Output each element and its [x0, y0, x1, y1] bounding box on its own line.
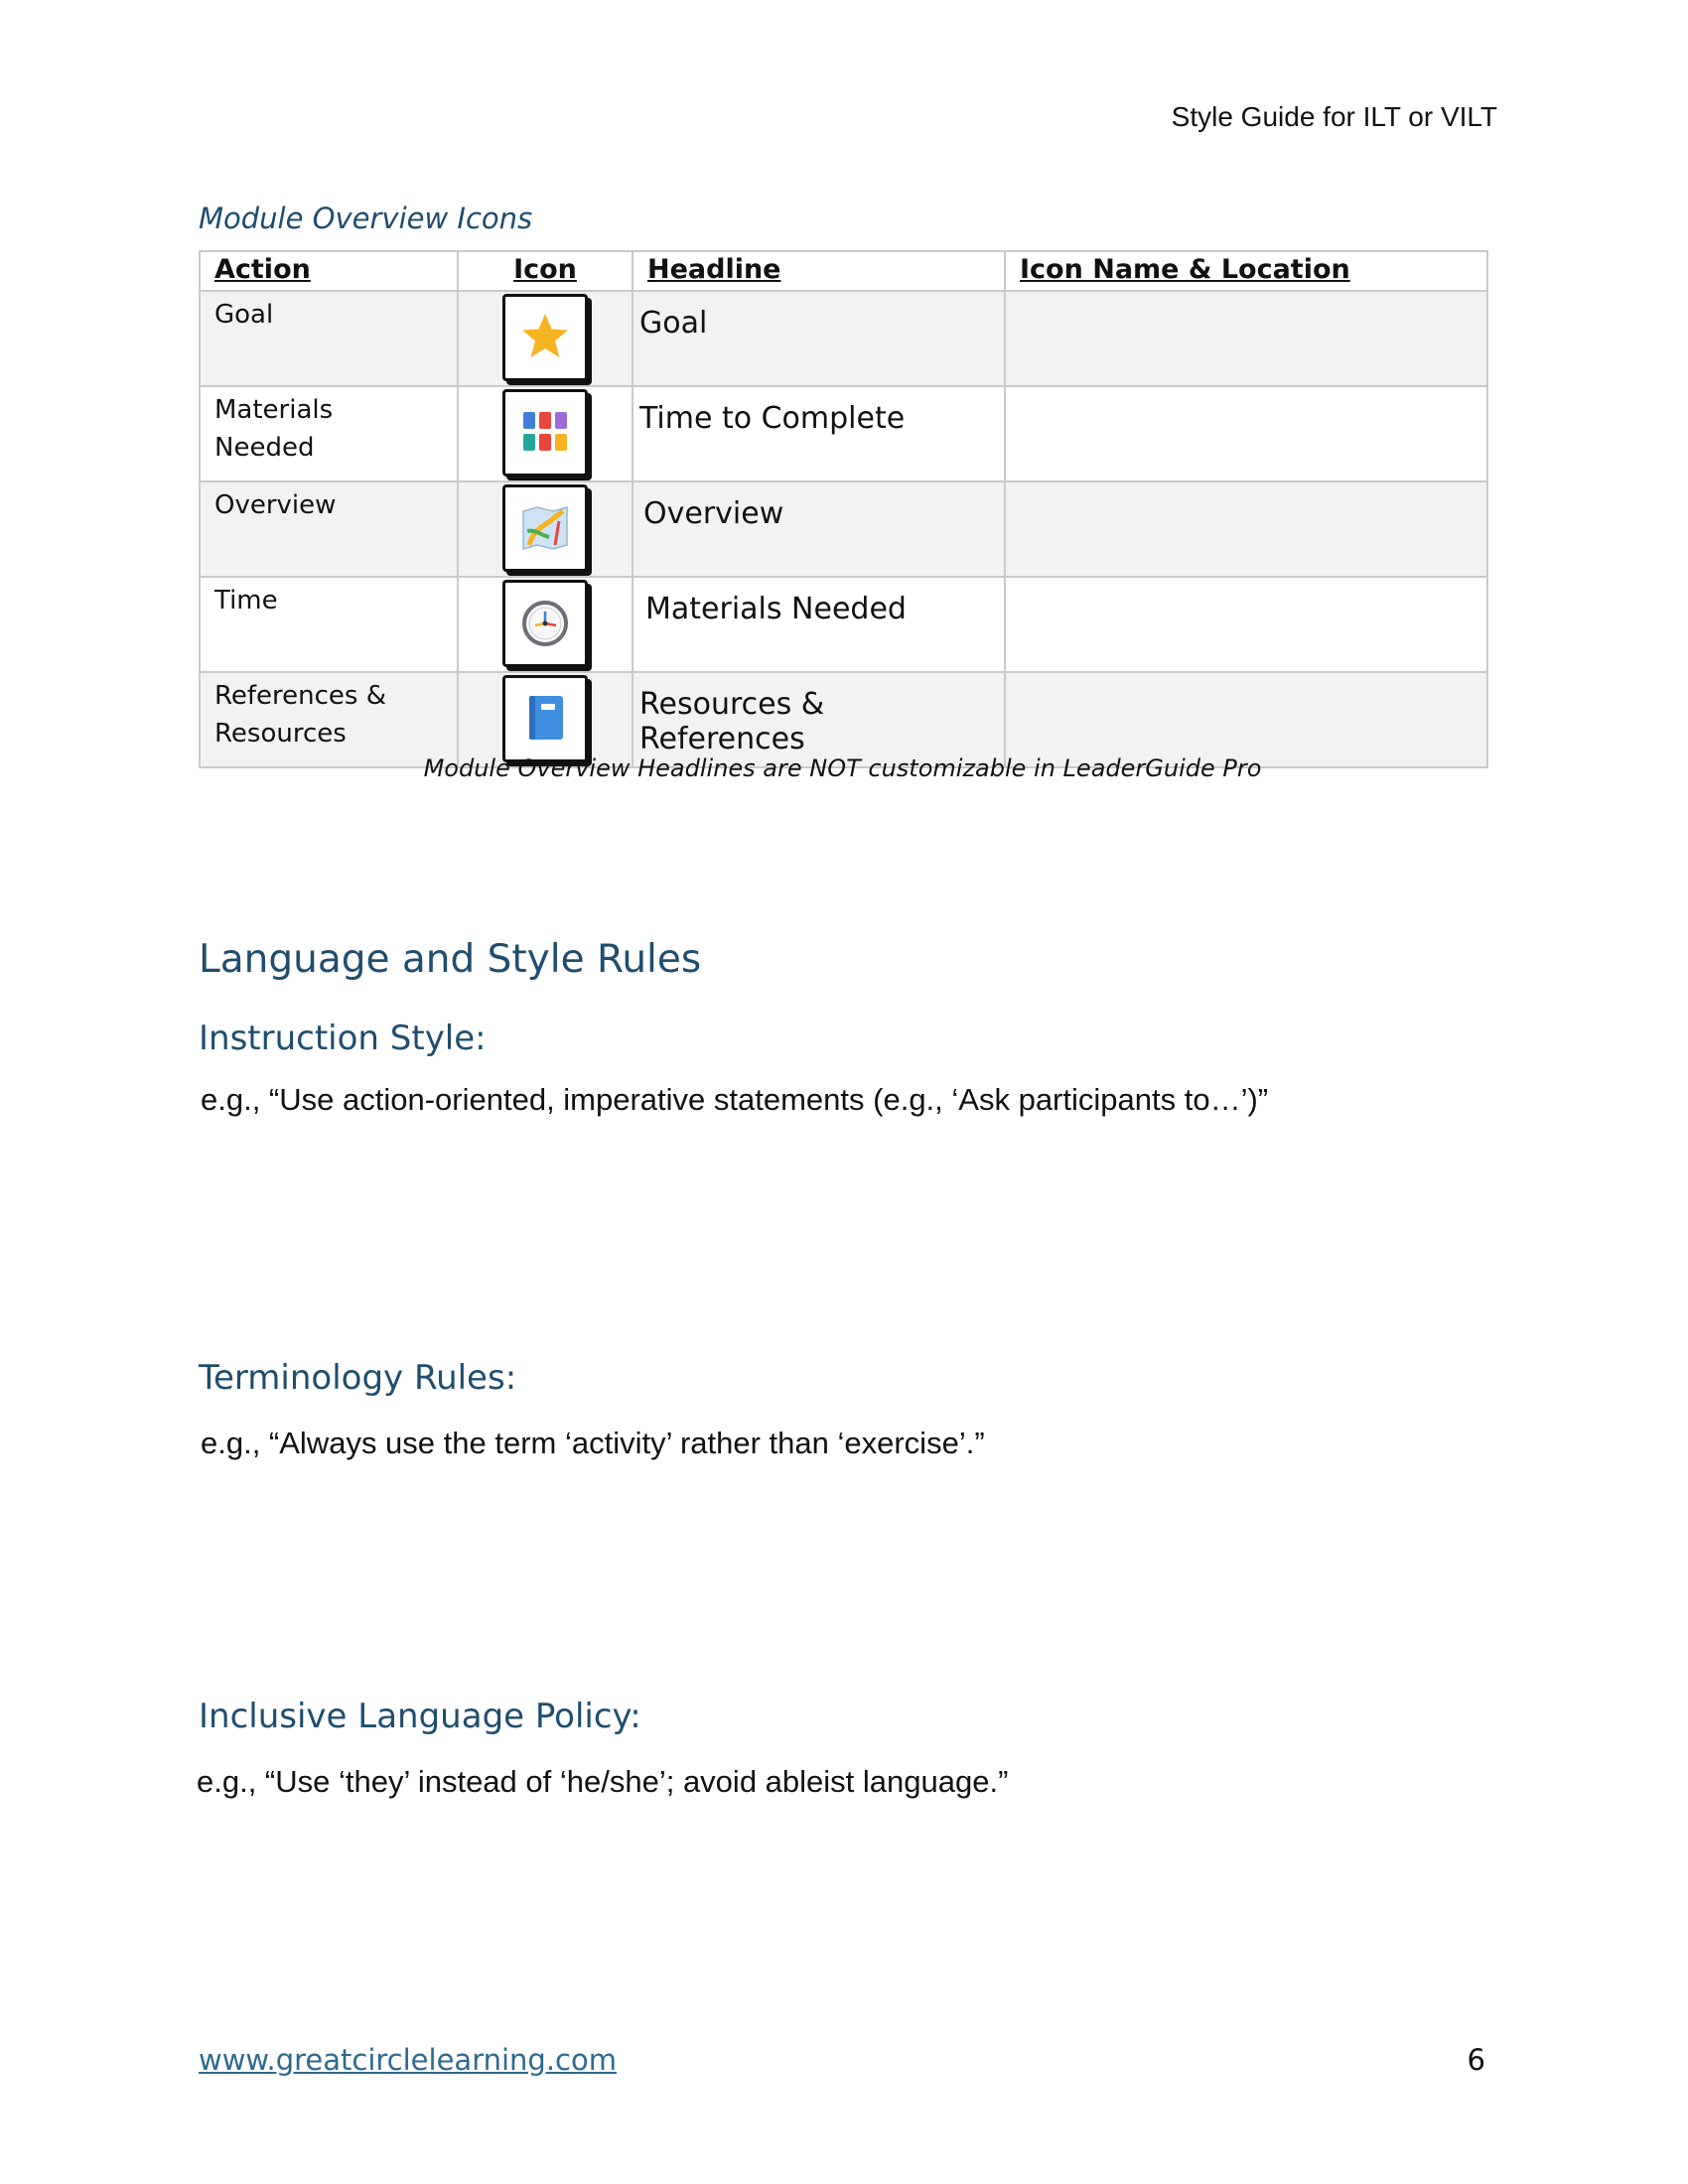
icon-cell — [458, 291, 633, 386]
action-text-line2: Resources — [214, 719, 347, 749]
running-header: Style Guide for ILT or VILT — [1171, 101, 1497, 132]
book-icon — [502, 675, 588, 762]
action-cell — [200, 291, 458, 386]
star-icon — [502, 294, 588, 381]
icon-name-location-cell — [1005, 577, 1487, 672]
headline-cell: Goal — [633, 291, 1005, 386]
action-text: Goal — [214, 300, 274, 330]
table-row — [200, 672, 1487, 767]
headline-cell: Resources & References — [633, 672, 1005, 767]
clock-icon — [502, 580, 588, 667]
inclusive-language-heading: Inclusive Language Policy: — [199, 1697, 641, 1736]
table-header-row — [200, 251, 1487, 291]
instruction-style-example: e.g., “Use action-oriented, imperative statements (e.g., ‘Ask participants to…’)” — [201, 1082, 1269, 1117]
page-number: 6 — [1467, 2043, 1485, 2077]
icon-cell — [458, 577, 633, 672]
terminology-rules-heading: Terminology Rules: — [199, 1358, 517, 1398]
column-header-icon: Icon — [458, 251, 633, 291]
action-text: Materials — [214, 395, 334, 425]
action-text: Time — [214, 586, 278, 615]
headline-cell: Time to Complete — [633, 386, 1005, 481]
column-header-headline: Headline — [633, 251, 1005, 291]
terminology-rules-example: e.g., “Always use the term ‘activity’ rather than ‘exercise’.” — [201, 1426, 985, 1460]
headline-cell: Overview — [633, 481, 1005, 577]
section-title: Language and Style Rules — [199, 937, 702, 982]
icon-name-location-cell — [1005, 672, 1487, 767]
action-text: Overview — [214, 490, 337, 520]
footer-website-link[interactable]: www.greatcirclelearning.com — [199, 2043, 617, 2077]
action-cell — [200, 672, 458, 767]
icon-cell — [458, 386, 633, 481]
action-cell — [200, 577, 458, 672]
table-row — [200, 386, 1487, 481]
icon-cell — [458, 481, 633, 577]
column-header-action: Action — [200, 251, 458, 291]
table-title: Module Overview Icons — [199, 202, 533, 235]
table-row — [200, 577, 1487, 672]
icon-name-location-cell — [1005, 481, 1487, 577]
app-grid-icon — [502, 389, 588, 477]
icon-name-location-cell — [1005, 386, 1487, 481]
action-text: References & — [214, 681, 387, 711]
action-text-line2: Needed — [214, 433, 315, 463]
table-caption: Module Overview Headlines are NOT customizable in LeaderGuide Pro — [423, 754, 1262, 782]
module-overview-icons-table — [199, 250, 1488, 768]
icon-cell — [458, 672, 633, 767]
table-row — [200, 291, 1487, 386]
inclusive-language-example: e.g., “Use ‘they’ instead of ‘he/she’; avoid ableist language.” — [197, 1764, 1009, 1799]
action-cell — [200, 481, 458, 577]
action-cell — [200, 386, 458, 481]
icon-name-location-cell — [1005, 291, 1487, 386]
column-header-icon-name-location: Icon Name & Location — [1005, 251, 1487, 291]
headline-cell: Materials Needed — [633, 577, 1005, 672]
map-icon — [502, 484, 588, 572]
instruction-style-heading: Instruction Style: — [199, 1019, 487, 1058]
table-row — [200, 481, 1487, 577]
